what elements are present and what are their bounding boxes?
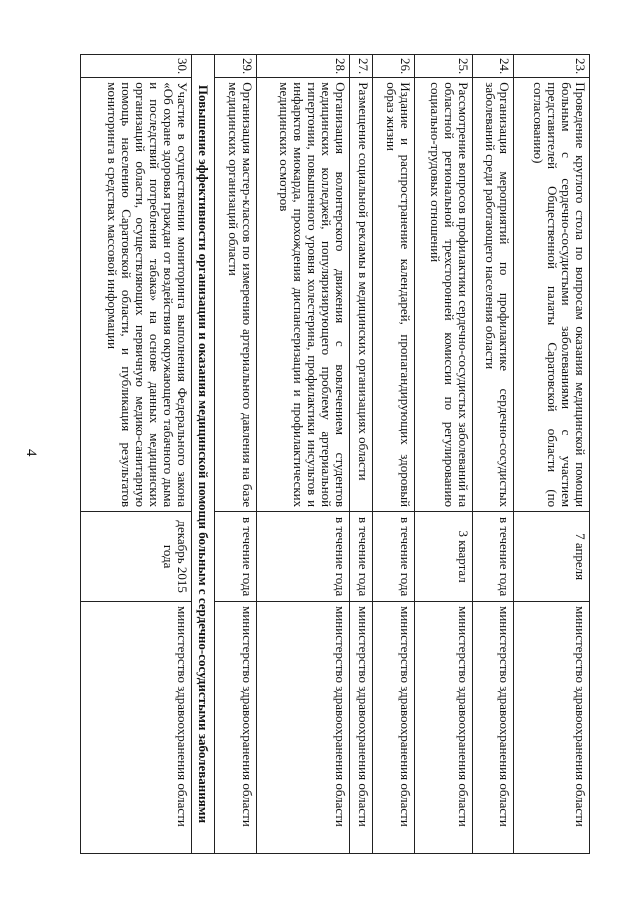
- responsible-body: министерство здравоохранения области: [373, 602, 414, 854]
- row-number: 29.: [215, 55, 256, 78]
- table-row: [414, 55, 472, 854]
- responsible-body: министерство здравоохранения области: [349, 602, 373, 854]
- responsible-body: министерство здравоохранения области: [81, 602, 192, 854]
- execution-term: в течение года: [373, 512, 414, 602]
- table-row: [81, 55, 192, 854]
- measure-description: Рассмотрение вопросов профилактики сердечно-сосудистых заболеваний на областной региональной трехсторонней комиссии по регулированию социально-трудовых отношений: [414, 78, 472, 512]
- section-header: Повышение эффективности организации и оказания медицинской помощи больным с сердечно-сосудистыми заболеваниями: [191, 55, 215, 854]
- responsible-body: министерство здравоохранения области: [215, 602, 256, 854]
- table-row: [215, 55, 256, 854]
- table-row: [473, 55, 514, 854]
- measure-description: Организация мастер-классов по измерению артериального давления на базе медицинских организаций области: [215, 78, 256, 512]
- measure-description: Участие в осуществлении мониторинга выполнения Федерального закона «Об охране здоровья граждан от воздействия окружающего табачного дыма и последствий потребления табака» на основе данных медицинских организаций области, осуществляющих первичную медико-санитарную помощь населению Саратовской области, и публикация результатов мониторинга в средствах массовой информации: [81, 78, 192, 512]
- measure-description: Организация мероприятий по профилактике сердечно-сосудистых заболеваний среди работающего населения области: [473, 78, 514, 512]
- row-number: 25.: [414, 55, 472, 78]
- table-row: [256, 55, 349, 854]
- table-row: [349, 55, 373, 854]
- row-number: 23.: [514, 55, 590, 78]
- responsible-body: министерство здравоохранения области: [256, 602, 349, 854]
- row-number: 27.: [349, 55, 373, 78]
- table-row: [373, 55, 414, 854]
- measures-table-body: [81, 55, 590, 854]
- row-number: 28.: [256, 55, 349, 78]
- responsible-body: министерство здравоохранения области: [414, 602, 472, 854]
- execution-term: 3 квартал: [414, 512, 472, 602]
- measure-description: Издание и распространение календарей, пропагандирующих здоровый образ жизни: [373, 78, 414, 512]
- page-number: 4: [23, 449, 39, 457]
- execution-term: в течение года: [215, 512, 256, 602]
- measures-table: [80, 54, 590, 854]
- execution-term: в течение года: [473, 512, 514, 602]
- row-number: 30.: [81, 55, 192, 78]
- rotated-table-sheet: [80, 54, 590, 854]
- execution-term: в течение года: [349, 512, 373, 602]
- table-row: [514, 55, 590, 854]
- measure-description: Проведение круглого стола по вопросам оказания медицинской помощи больным с сердечно-сосудистыми заболеваниями с участием представителей Общественной палаты Саратовской области (по согласованию): [514, 78, 590, 512]
- execution-term: в течение года: [256, 512, 349, 602]
- execution-term: декабрь 2015 года: [81, 512, 192, 602]
- responsible-body: министерство здравоохранения области: [514, 602, 590, 854]
- row-number: 26.: [373, 55, 414, 78]
- measure-description: Размещение социальной рекламы в медицинских организациях области: [349, 78, 373, 512]
- execution-term: 7 апреля: [514, 512, 590, 602]
- measure-description: Организация волонтерского движения с вовлечением студентов медицинских колледжей, популяризирующего проблему артериальной гипертонии, повышенного уровня холестерина, профилактики инсультов и инфарктов миокарда, прохождения диспансеризации и профилактических медицинских осмотров: [256, 78, 349, 512]
- responsible-body: министерство здравоохранения области: [473, 602, 514, 854]
- row-number: 24.: [473, 55, 514, 78]
- section-header-row: [191, 55, 215, 854]
